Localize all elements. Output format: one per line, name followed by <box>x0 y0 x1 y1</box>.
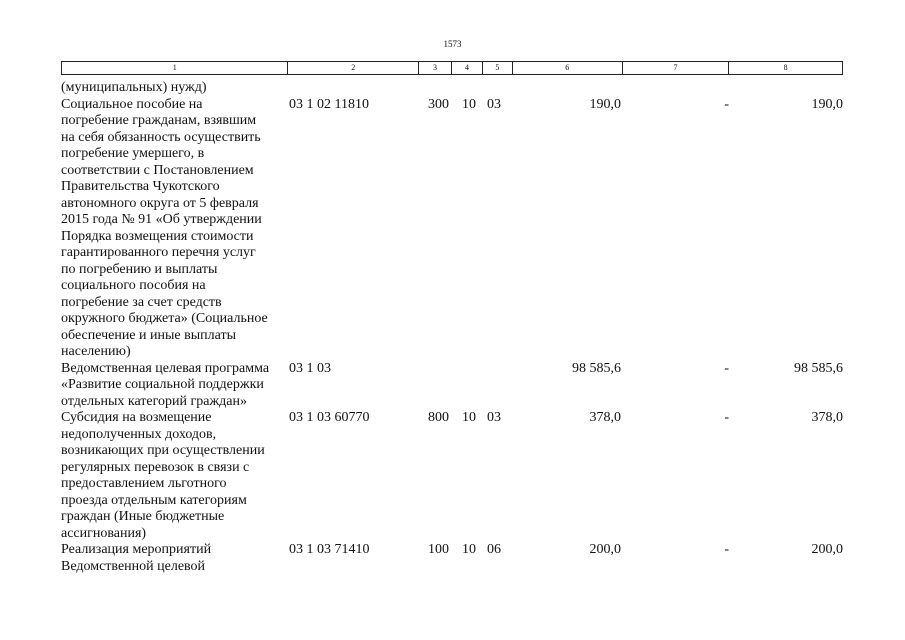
table-row <box>61 97 843 361</box>
row-col-6: 378,0 <box>589 410 621 425</box>
row-name: Социальное пособие на погребение гражданам, взявшим на себя обязанность осуществить погребение умершего, в соответствии с Постановлением Правительства Чукотского автономного округа от 5 февраля 2015 года № 91 «Об утверждении Порядка возмещения стоимости гарантированного перечня услуг по погребению и выплаты социального пособия на погребение за счет средств окружного бюджета» (Социальное обеспечение и иные выплаты населению) <box>61 96 268 359</box>
row-col-7: - <box>724 542 729 557</box>
table-row <box>61 410 843 542</box>
row-name: (муниципальных) нужд) <box>61 80 207 95</box>
row-code: 03 1 02 11810 <box>289 96 369 112</box>
row-col-6: 200,0 <box>589 542 621 557</box>
row-code: 03 1 03 71410 <box>289 542 370 557</box>
row-col-4: 10 <box>462 542 476 557</box>
row-col-4: 10 <box>462 96 476 112</box>
row-col-3: 800 <box>428 410 449 425</box>
header-cell-5: 5 <box>483 62 513 74</box>
row-col-7: - <box>724 360 729 376</box>
row-col-8: 190,0 <box>811 96 843 112</box>
row-col-5: 03 <box>487 410 501 425</box>
row-name: Субсидия на возмещение недополученных доходов, возникающих при осуществлении регулярных перевозок в связи с предоставлением льготного проезда отдельным категориям граждан (Иные бюджетные ассигнования) <box>61 410 265 541</box>
page-number: 1573 <box>443 39 462 49</box>
row-col-3: 100 <box>428 542 449 557</box>
row-col-5: 03 <box>487 96 501 112</box>
table-header-row <box>61 61 843 75</box>
row-col-4: 10 <box>462 410 476 425</box>
header-cell-4: 4 <box>452 62 483 74</box>
table-row <box>61 542 843 575</box>
row-col-6: 190,0 <box>589 96 621 112</box>
table-body <box>61 80 843 575</box>
row-code: 03 1 03 60770 <box>289 410 370 425</box>
row-col-7: - <box>724 410 729 425</box>
header-cell-2: 2 <box>288 62 419 74</box>
row-col-8: 98 585,6 <box>794 360 843 376</box>
row-col-8: 378,0 <box>811 410 843 425</box>
row-col-7: - <box>724 96 729 112</box>
row-col-6: 98 585,6 <box>572 360 621 376</box>
row-col-3: 300 <box>428 96 449 112</box>
row-code: 03 1 03 <box>289 360 331 376</box>
header-cell-8: 8 <box>783 63 788 72</box>
row-name: Ведомственная целевая программа «Развитие социальной поддержки отдельных категорий граждан» <box>61 360 270 409</box>
table-row <box>61 80 843 97</box>
header-cell-7: 7 <box>623 62 730 74</box>
row-col-8: 200,0 <box>811 542 843 557</box>
row-name: Реализация мероприятий Ведомственной целевой <box>61 542 212 574</box>
header-cell-1: 1 <box>62 62 288 74</box>
table-row <box>61 361 843 411</box>
header-cell-3: 3 <box>419 62 452 74</box>
row-col-5: 06 <box>487 542 501 557</box>
header-cell-6: 6 <box>513 62 623 74</box>
